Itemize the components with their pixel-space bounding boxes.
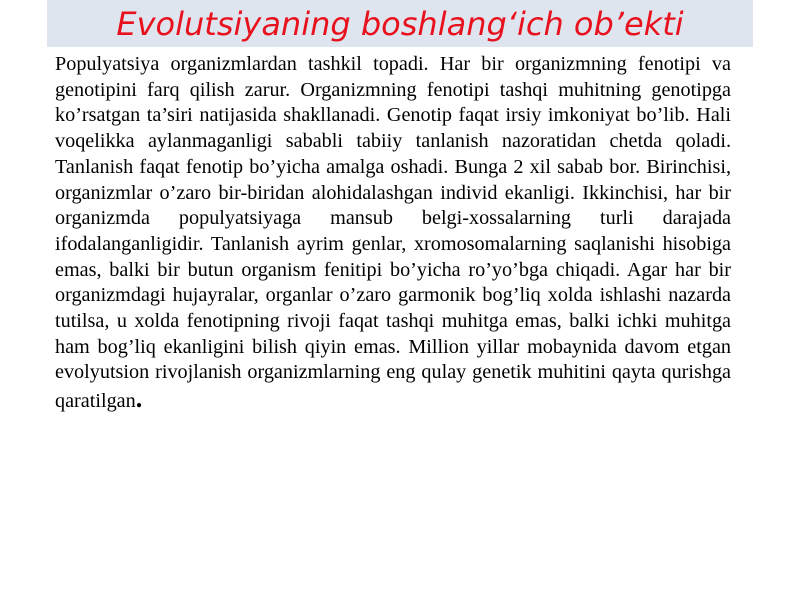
final-period: .	[135, 384, 143, 414]
slide-title: Evolutsiyaning boshlang‘ich ob’ekti	[116, 4, 684, 43]
title-bar	[47, 0, 753, 47]
body-text: Populyatsiya organizmlardan tashkil topadi. Har bir organizmning fenotipi va genotipini farq qilish zarur. Organizmning fenotipi tashqi muhitning genotipga ko’rsatgan ta’siri natijasida shakllanadi. Genotip faqat irsiy imkoniyat bo’lib. Hali voqelikka aylanmaganligi sababli tabiiy tanlanish nazoratidan chetda qoladi. Tanlanish faqat fenotip bo’yicha amalga oshadi. Bunga 2 xil sabab bor. Birinchisi, organizmlar o’zaro bir-biridan alohidalashgan individ ekanligi. Ikkinchisi, har bir organizmda populyatsiyaga mansub belgi-xossalarning turli darajada ifodalanganligidir. Tanlanish ayrim genlar, xromosomalarning saqlanishi hisobiga emas, balki bir butun organism fenitipi bo’yicha ro’yo’bga chiqadi. Agar har bir organizmdagi hujayralar, organlar o’zaro garmonik bog’liq xolda ishlashi nazarda tutilsa, u xolda fenotipning rivoji faqat tashqi muhitga emas, balki ichki muhitga ham bog’liq ekanligini bilish qiyin emas. Million yillar mobaynida davom etgan evolyutsion rivojlanish organizmlarning eng qulay genetik muhitini qayta qurishga qaratilgan	[55, 53, 731, 413]
body-paragraph	[55, 52, 731, 415]
